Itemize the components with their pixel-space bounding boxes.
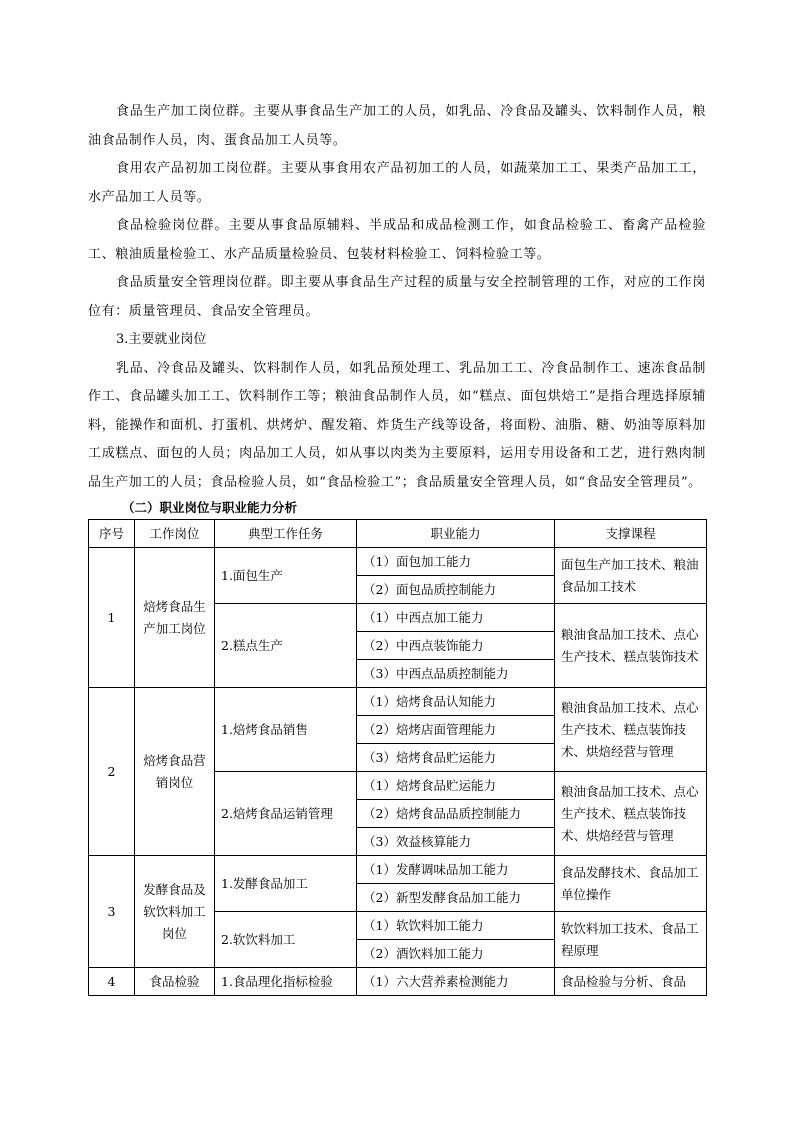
cell-task: 2.糕点生产 bbox=[215, 604, 357, 688]
header-ability: 职业能力 bbox=[357, 520, 555, 548]
section-title: （二）职业岗位与职业能力分析 bbox=[122, 500, 298, 515]
cell-ability: （2）面包品质控制能力 bbox=[357, 576, 555, 604]
table-row bbox=[89, 688, 707, 716]
cell-ability: （1）面包加工能力 bbox=[357, 548, 555, 576]
paragraph-inspection: 食品检验岗位群。主要从事食品原辅料、半成品和成品检测工作，如食品检验工、畜禽产品检验工、粮油质量检验工、水产品质量检验员、包装材料检验工、饲料检验工等。 bbox=[88, 218, 706, 262]
cell-ability: （2）焙烤食品品质控制能力 bbox=[357, 800, 555, 828]
cell-ability: （3）效益核算能力 bbox=[357, 828, 555, 856]
cell-ability: （2）焙烤店面管理能力 bbox=[357, 716, 555, 744]
paragraph-primary-processing: 食用农产品初加工岗位群。主要从事食用农产品初加工的人员，如蔬菜加工工、果类产品加工工，水产品加工人员等。 bbox=[88, 161, 706, 205]
page-content bbox=[88, 0, 706, 996]
table-row bbox=[89, 968, 707, 996]
cell-no: 4 bbox=[89, 968, 135, 996]
cell-task: 2.焙烤食品运销管理 bbox=[215, 772, 357, 856]
cell-course: 粮油食品加工技术、点心生产技术、糕点装饰技术、烘焙经营与管理 bbox=[555, 688, 707, 772]
cell-post: 发酵食品及软饮料加工岗位 bbox=[135, 856, 215, 968]
paragraph-main-jobs: 乳品、冷食品及罐头、饮料制作人员，如乳品预处理工、乳品加工工、冷食品制作工、速冻食品制作工、食品罐头加工工、饮料制作工等；粮油食品制作人员，如“糕点、面包烘焙工”是指合理选择原辅料，能操作和面机、打蛋机、烘烤炉、醒发箱、炸货生产线等设备，将面粉、油脂、糖、奶油等原料加工成糕点、面包的人员；肉品加工人员，如从事以肉类为主要原料，运用专用设备和工艺，进行熟肉制品生产加工的人员；食品检验人员，如“食品检验工”；食品质量安全管理人员，如“食品安全管理员”。 bbox=[88, 360, 706, 490]
cell-task: 1.焙烤食品销售 bbox=[215, 688, 357, 772]
table-row bbox=[89, 856, 707, 884]
paragraph-production: 食品生产加工岗位群。主要从事食品生产加工的人员，如乳品、冷食品及罐头、饮料制作人员，粮油食品制作人员，肉、蛋食品加工人员等。 bbox=[88, 104, 706, 148]
cell-post: 焙烤食品生产加工岗位 bbox=[135, 548, 215, 688]
cell-task: 2.软饮料加工 bbox=[215, 912, 357, 968]
header-no: 序号 bbox=[89, 520, 135, 548]
cell-task: 1.食品理化指标检验 bbox=[215, 968, 357, 996]
cell-course: 粮油食品加工技术、点心生产技术、糕点装饰技术 bbox=[555, 604, 707, 688]
cell-ability: （1）焙烤食品贮运能力 bbox=[357, 772, 555, 800]
job-ability-table bbox=[88, 519, 707, 996]
cell-ability: （1）焙烤食品认知能力 bbox=[357, 688, 555, 716]
cell-no: 2 bbox=[89, 688, 135, 856]
cell-ability: （3）焙烤食品贮运能力 bbox=[357, 744, 555, 772]
header-course: 支撑课程 bbox=[555, 520, 707, 548]
cell-ability: （1）软饮料加工能力 bbox=[357, 912, 555, 940]
header-task: 典型工作任务 bbox=[215, 520, 357, 548]
table-row bbox=[89, 548, 707, 576]
cell-ability: （2）中西点装饰能力 bbox=[357, 632, 555, 660]
cell-course: 粮油食品加工技术、点心生产技术、糕点装饰技术、烘焙经营与管理 bbox=[555, 772, 707, 856]
cell-ability: （1）六大营养素检测能力 bbox=[357, 968, 555, 996]
cell-ability: （1）中西点加工能力 bbox=[357, 604, 555, 632]
subheading-main-jobs: 3.主要就业岗位 bbox=[116, 332, 207, 347]
cell-course: 食品检验与分析、食品 bbox=[555, 968, 707, 996]
cell-ability: （2）新型发酵食品加工能力 bbox=[357, 884, 555, 912]
table-header-row bbox=[89, 520, 707, 548]
cell-course: 面包生产加工技术、粮油食品加工技术 bbox=[555, 548, 707, 604]
cell-course: 软饮料加工技术、食品工程原理 bbox=[555, 912, 707, 968]
cell-ability: （1）发酵调味品加工能力 bbox=[357, 856, 555, 884]
cell-course: 食品发酵技术、食品加工单位操作 bbox=[555, 856, 707, 912]
cell-no: 1 bbox=[89, 548, 135, 688]
cell-ability: （3）中西点品质控制能力 bbox=[357, 660, 555, 688]
cell-task: 1.发酵食品加工 bbox=[215, 856, 357, 912]
cell-no: 3 bbox=[89, 856, 135, 968]
cell-task: 1.面包生产 bbox=[215, 548, 357, 604]
paragraph-safety-management: 食品质量安全管理岗位群。即主要从事食品生产过程的质量与安全控制管理的工作，对应的工作岗位有：质量管理员、食品安全管理员。 bbox=[88, 275, 706, 319]
cell-post: 食品检验 bbox=[135, 968, 215, 996]
cell-post: 焙烤食品营销岗位 bbox=[135, 688, 215, 856]
cell-ability: （2）酒饮料加工能力 bbox=[357, 940, 555, 968]
header-post: 工作岗位 bbox=[135, 520, 215, 548]
